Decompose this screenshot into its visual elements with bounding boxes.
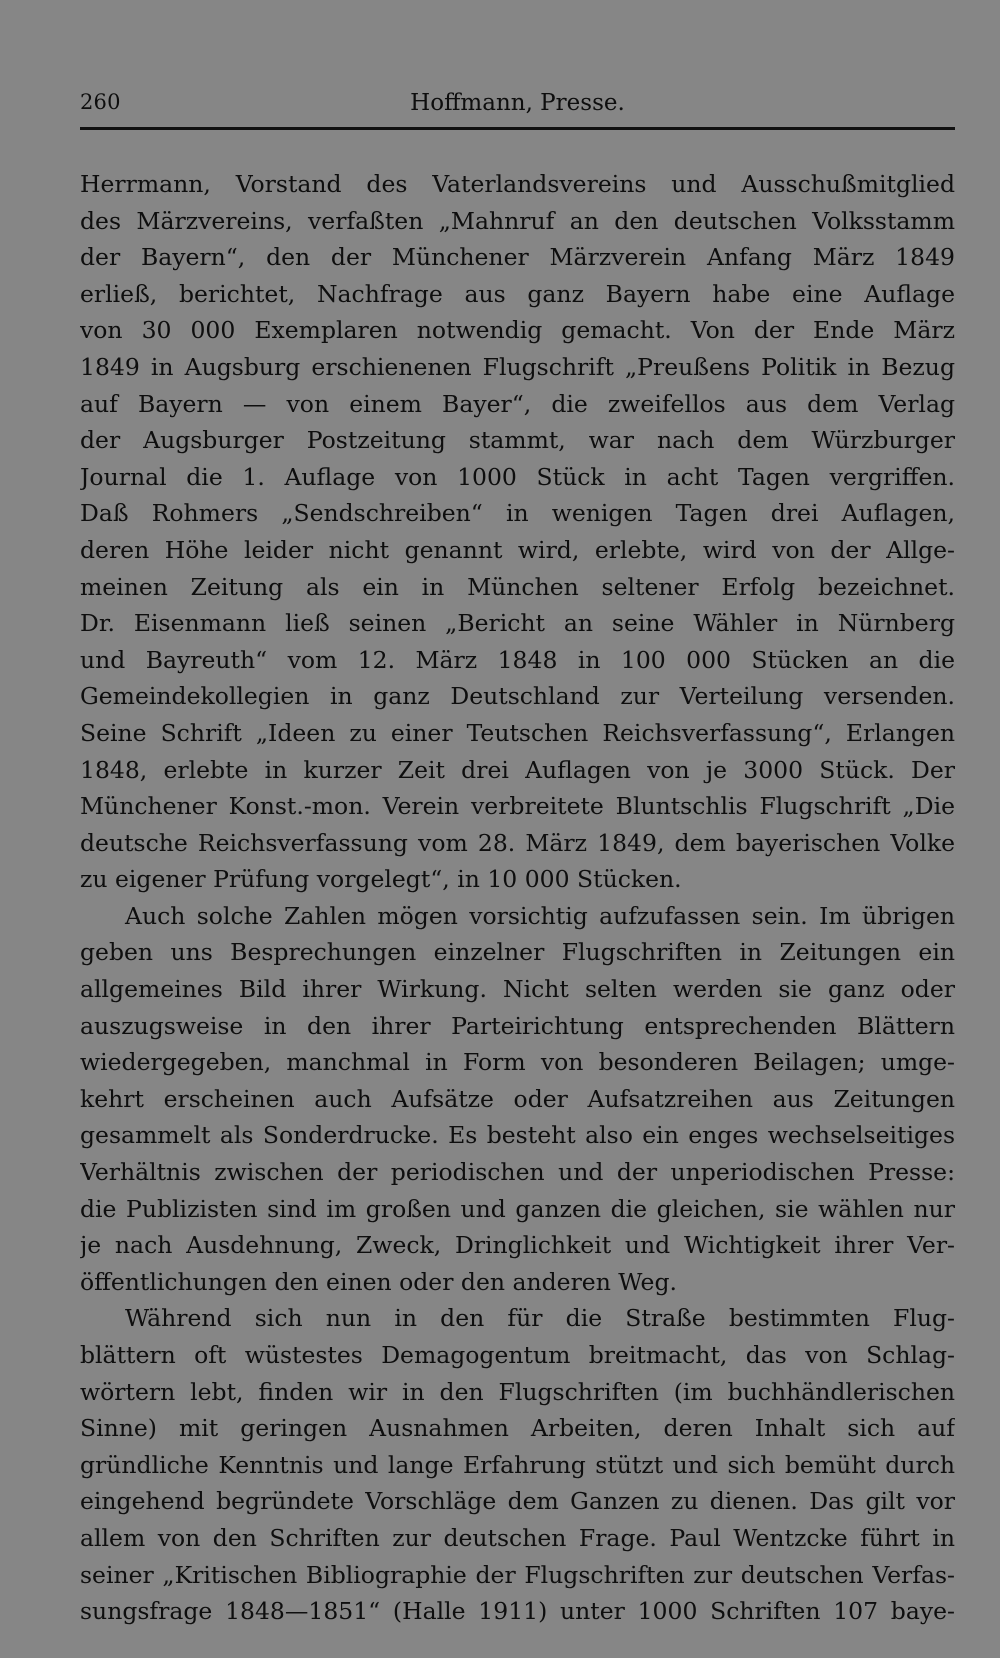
text-line: gesammelt als Sonderdrucke. Es besteht also ein enges wechselseitiges <box>80 1121 955 1150</box>
text-line: gründliche Kenntnis und lange Erfahrung stützt und sich bemüht durch <box>80 1450 955 1479</box>
text-line: Dr. Eisenmann ließ seinen „Bericht an seine Wähler in Nürnberg <box>80 609 955 638</box>
text-line: wiedergegeben, manchmal in Form von besonderen Beilagen; umge- <box>80 1048 955 1077</box>
text-line: Daß Rohmers „Sendschreiben“ in wenigen Tagen drei Auflagen, <box>80 499 955 528</box>
text-line: je nach Ausdehnung, Zweck, Dringlichkeit und Wichtigkeit ihrer Ver- <box>80 1231 955 1260</box>
text-line: Seine Schrift „Ideen zu einer Teutschen Reichsverfassung“, Erlangen <box>80 718 955 747</box>
text-line: Verhältnis zwischen der periodischen und der unperiodischen Presse: <box>80 1158 955 1187</box>
text-line: die Publizisten sind im großen und ganzen die gleichen, sie wählen nur <box>80 1194 955 1223</box>
text-line: meinen Zeitung als ein in München seltener Erfolg bezeichnet. <box>80 572 955 601</box>
text-line: Während sich nun in den für die Straße bestimmten Flug- <box>125 1304 955 1333</box>
text-line: blättern oft wüstestes Demagogentum breitmacht, das von Schlag- <box>80 1341 955 1369</box>
text-line: Sinne) mit geringen Ausnahmen Arbeiten, deren Inhalt sich auf <box>80 1414 955 1443</box>
page-number: 260 <box>80 90 121 114</box>
text-line: 1848, erlebte in kurzer Zeit drei Auflagen von je 3000 Stück. Der <box>80 755 955 784</box>
text-line: von 30 000 Exemplaren notwendig gemacht. Von der Ende März <box>80 316 955 345</box>
text-line: Herrmann, Vorstand des Vaterlandsvereins und Ausschußmitglied <box>80 170 955 198</box>
text-line: der Augsburger Postzeitung stammt, war nach dem Würzburger <box>80 426 955 455</box>
text-line: allgemeines Bild ihrer Wirkung. Nicht selten werden sie ganz oder <box>80 975 955 1004</box>
text-line: kehrt erscheinen auch Aufsätze oder Aufsatzreihen aus Zeitungen <box>80 1084 955 1113</box>
text-line: erließ, berichtet, Nachfrage aus ganz Bayern habe eine Auflage <box>80 279 955 308</box>
text-line: auf Bayern — von einem Bayer“, die zweifellos aus dem Verlag <box>80 389 955 418</box>
text-line: Gemeindekollegien in ganz Deutschland zur Verteilung versenden. <box>80 682 955 711</box>
text-line: Journal die 1. Auflage von 1000 Stück in acht Tagen vergriffen. <box>80 462 955 491</box>
page-header <box>80 90 955 130</box>
text-line: und Bayreuth“ vom 12. März 1848 in 100 000 Stücken an die <box>80 645 955 674</box>
running-title: Hoffmann, Presse. <box>410 90 625 116</box>
text-line: 1849 in Augsburg erschienenen Flugschrift „Preußens Politik in Bezug <box>80 352 955 381</box>
text-line: geben uns Besprechungen einzelner Flugschriften in Zeitungen ein <box>80 938 955 967</box>
text-line: eingehend begründete Vorschläge dem Ganzen zu dienen. Das gilt vor <box>80 1487 955 1516</box>
text-line: Münchener Konst.-mon. Verein verbreitete Bluntschlis Flugschrift „Die <box>80 792 955 821</box>
text-line: wörtern lebt, finden wir in den Flugschriften (im buchhändlerischen <box>80 1377 955 1406</box>
text-line: des Märzvereins, verfaßten „Mahnruf an den deutschen Volksstamm <box>80 206 955 235</box>
text-line: allem von den Schriften zur deutschen Frage. Paul Wentzcke führt in <box>80 1523 955 1552</box>
text-line: deren Höhe leider nicht genannt wird, erlebte, wird von der Allge- <box>80 535 955 564</box>
text-line: auszugsweise in den ihrer Parteirichtung entsprechenden Blättern <box>80 1011 955 1040</box>
text-line: der Bayern“, den der Münchener Märzverein Anfang März 1849 <box>80 243 955 272</box>
text-line: sungsfrage 1848—1851“ (Halle 1911) unter 1000 Schriften 107 baye- <box>80 1597 955 1626</box>
text-line: öffentlichungen den einen oder den anderen Weg. <box>80 1267 677 1296</box>
text-line: seiner „Kritischen Bibliographie der Flugschriften zur deutschen Verfas- <box>80 1560 955 1589</box>
body-text <box>80 166 955 1630</box>
text-line: Auch solche Zahlen mögen vorsichtig aufzufassen sein. Im übrigen <box>125 901 955 930</box>
header-rule <box>80 127 955 130</box>
text-line: zu eigener Prüfung vorgelegt“, in 10 000 Stücken. <box>80 865 682 894</box>
text-line: deutsche Reichsverfassung vom 28. März 1849, dem bayerischen Volke <box>80 828 955 857</box>
